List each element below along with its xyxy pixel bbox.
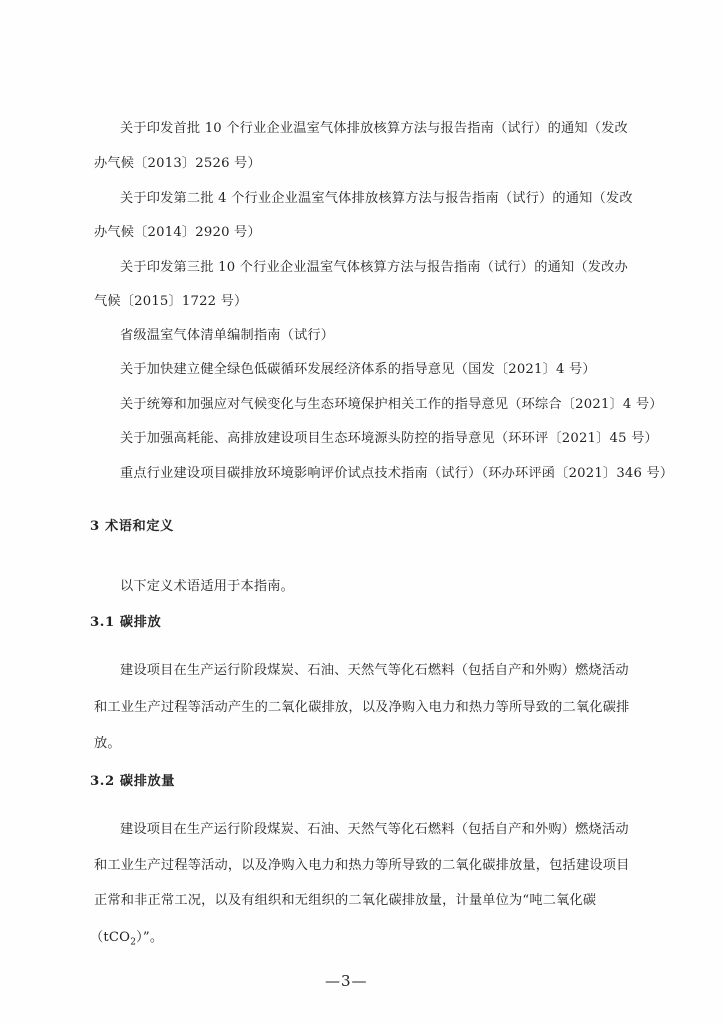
section-3-1-line-1: 建设项目在生产运行阶段煤炭、石油、天然气等化石燃料（包括自产和外购）燃烧活动 (120, 663, 629, 678)
section-3-2-line-1: 建设项目在生产运行阶段煤炭、石油、天然气等化石燃料（包括自产和外购）燃烧活动 (120, 822, 629, 837)
reference-7: 关于加强高耗能、高排放建设项目生态环境源头防控的指导意见（环环评〔2021〕45 号） (120, 431, 658, 446)
reference-8: 重点行业建设项目碳排放环境影响评价试点技术指南（试行）（环办环评函〔2021〕346 号） (120, 466, 674, 481)
reference-3-line-2: 气候〔2015〕1722 号） (94, 294, 248, 309)
section-3-2-line-3: 正常和非正常工况，以及有组织和无组织的二氧化碳排放量，计量单位为“吨二氧化碳 (94, 893, 597, 908)
section-3-2-heading: 3.2 碳排放量 (90, 774, 176, 789)
reference-6: 关于统筹和加强应对气候变化与生态环境保护相关工作的指导意见（环综合〔2021〕4 号） (120, 397, 663, 412)
reference-2-line-1: 关于印发第二批 4 个行业企业温室气体排放核算方法与报告指南（试行）的通知（发改 (120, 191, 633, 206)
unit-subscript: 2 (130, 937, 137, 948)
page-number: —3— (325, 972, 368, 990)
section-3-1-heading: 3.1 碳排放 (90, 615, 162, 630)
reference-4: 省级温室气体清单编制指南（试行） (120, 328, 335, 343)
reference-5: 关于加快建立健全绿色低碳循环发展经济体系的指导意见（国发〔2021〕4 号） (120, 362, 596, 377)
section-3-intro: 以下定义术语适用于本指南。 (120, 579, 295, 594)
reference-1-line-2: 办气候〔2013〕2526 号） (94, 156, 261, 171)
section-3-1-line-2: 和工业生产过程等活动产生的二氧化碳排放，以及净购入电力和热力等所导致的二氧化碳排 (94, 700, 630, 715)
section-3-1-line-3: 放。 (94, 736, 121, 751)
reference-3-line-1: 关于印发第三批 10 个行业企业温室气体核算方法与报告指南（试行）的通知（发改办 (120, 260, 628, 275)
reference-2-line-2: 办气候〔2014〕2920 号） (94, 225, 261, 240)
section-3-heading: 3 术语和定义 (90, 519, 174, 534)
reference-1-line-1: 关于印发首批 10 个行业企业温室气体排放核算方法与报告指南（试行）的通知（发改 (120, 121, 628, 136)
section-3-2-line-2: 和工业生产过程等活动，以及净购入电力和热力等所导致的二氧化碳排放量，包括建设项目 (94, 858, 630, 873)
unit-prefix: （tCO (90, 930, 131, 945)
section-3-2-line-4 (90, 929, 163, 947)
unit-suffix: ）”。 (136, 930, 164, 945)
